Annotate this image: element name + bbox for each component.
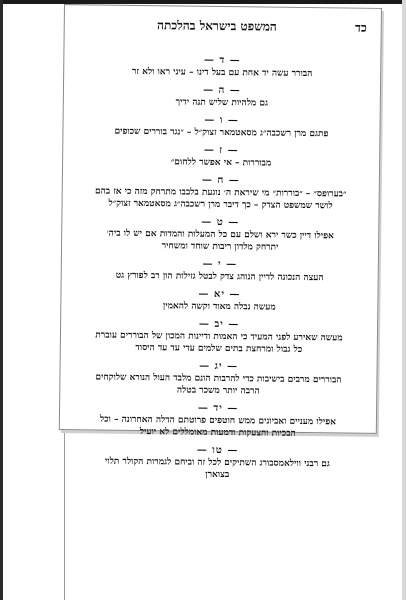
- entry-line: אפילו דיין כשר ירא ושלם עם כל המעלות והמדות אם יש לו ביה׳: [106, 228, 334, 242]
- section-marker: — ד —: [203, 54, 241, 67]
- page-header: [79, 17, 367, 36]
- entry-line: הבוררים מרבים בישיבות כדי להרבות הונם מלבד העול הנורא שלוקחים: [95, 372, 342, 386]
- entry-line: הבכיות והצעקות ודמעות מאומללים לא יועיל: [139, 427, 296, 439]
- section-marker: — י —: [202, 258, 238, 271]
- entry: [77, 112, 365, 141]
- entry: [77, 142, 365, 171]
- entry: [78, 52, 366, 81]
- entry: [77, 172, 365, 213]
- entry: [76, 214, 364, 255]
- entry: [76, 256, 364, 285]
- entry-line: מעשה נבלה מאוד וקשה להאמין: [162, 301, 276, 313]
- entry-line: לושר שמשפט הצדק – כך דיבר מרן רשכבה״ג מסאטמאר זצוק״ל: [108, 198, 333, 212]
- section-marker: — יד —: [197, 402, 239, 415]
- entry: [74, 358, 362, 399]
- section-marker: — טו —: [196, 444, 239, 457]
- page-edge-stub: [64, 410, 65, 600]
- entry-line: בצוארן: [205, 469, 230, 481]
- entry-line: כל גבול ומרחצת בתים שלמים עדי עד עד היסוד: [135, 342, 303, 355]
- scan-edge-top: [0, 0, 406, 4]
- entry: [73, 442, 361, 483]
- entry: [78, 82, 366, 111]
- entry: [75, 316, 363, 357]
- entry-line: יתרחק מלדון ריבות שוחד ומשחיר: [161, 241, 279, 253]
- section-marker: — יג —: [199, 360, 239, 373]
- page-number: כד: [355, 20, 367, 35]
- scan-edge-left: [0, 0, 3, 600]
- section-marker: — ז —: [203, 144, 239, 157]
- entry-line: העצה הנכונה לדיין הנוהג צדק לבטל גזילות הון רב לפורץ גט: [115, 270, 324, 284]
- scan-shadow-right: [402, 0, 406, 600]
- section-marker: — יב —: [198, 318, 240, 331]
- section-marker: — ו —: [204, 114, 239, 127]
- entry: [74, 400, 362, 441]
- section-marker: — ה —: [203, 84, 241, 97]
- entry-line: מבוררות – אי אפשר ללחום״: [170, 157, 272, 169]
- entry-line: גם מלהיות שליש תנה ידיך: [175, 97, 269, 109]
- entry-line: הרבה יותר משכר בטלה: [176, 385, 260, 397]
- entry-line: הבורר עשה יד אחת עם בעל דינו – עיני ראו ולא זר: [131, 66, 313, 80]
- entry-line: פתגם מרן רשכבה״ג מסאטמאר זצוק״ל – ״נגד בוררים שכופים: [114, 126, 329, 140]
- document-page: [59, 4, 382, 481]
- entry-line: ״בערופס״ – ״בוררות״ מי שיראת ה׳ נוגעת בלבבו מתרחק מזה כי אז בהם: [94, 186, 347, 200]
- section-marker: — ט —: [201, 216, 240, 229]
- section-marker: — ח —: [201, 174, 240, 187]
- entry-line: גם רבני ווילאמסבורג השתיקים לכל זה וביחם לגמרות הקולר תלוי: [104, 456, 330, 470]
- entry-line: אפילו מעניים ואביונים ממש חוטפים פרוטתם הדלה האחרונה – וכל: [99, 414, 336, 428]
- entry-line: מעשה שאירע לפני המעיד כי האמות ודיינות המכון של הבוררים עוברת: [95, 330, 343, 344]
- entry-list: [73, 52, 366, 487]
- entry: [75, 286, 363, 315]
- running-title: המשפט בישראל בהלכתה: [157, 18, 277, 34]
- section-marker: — יא —: [198, 288, 241, 301]
